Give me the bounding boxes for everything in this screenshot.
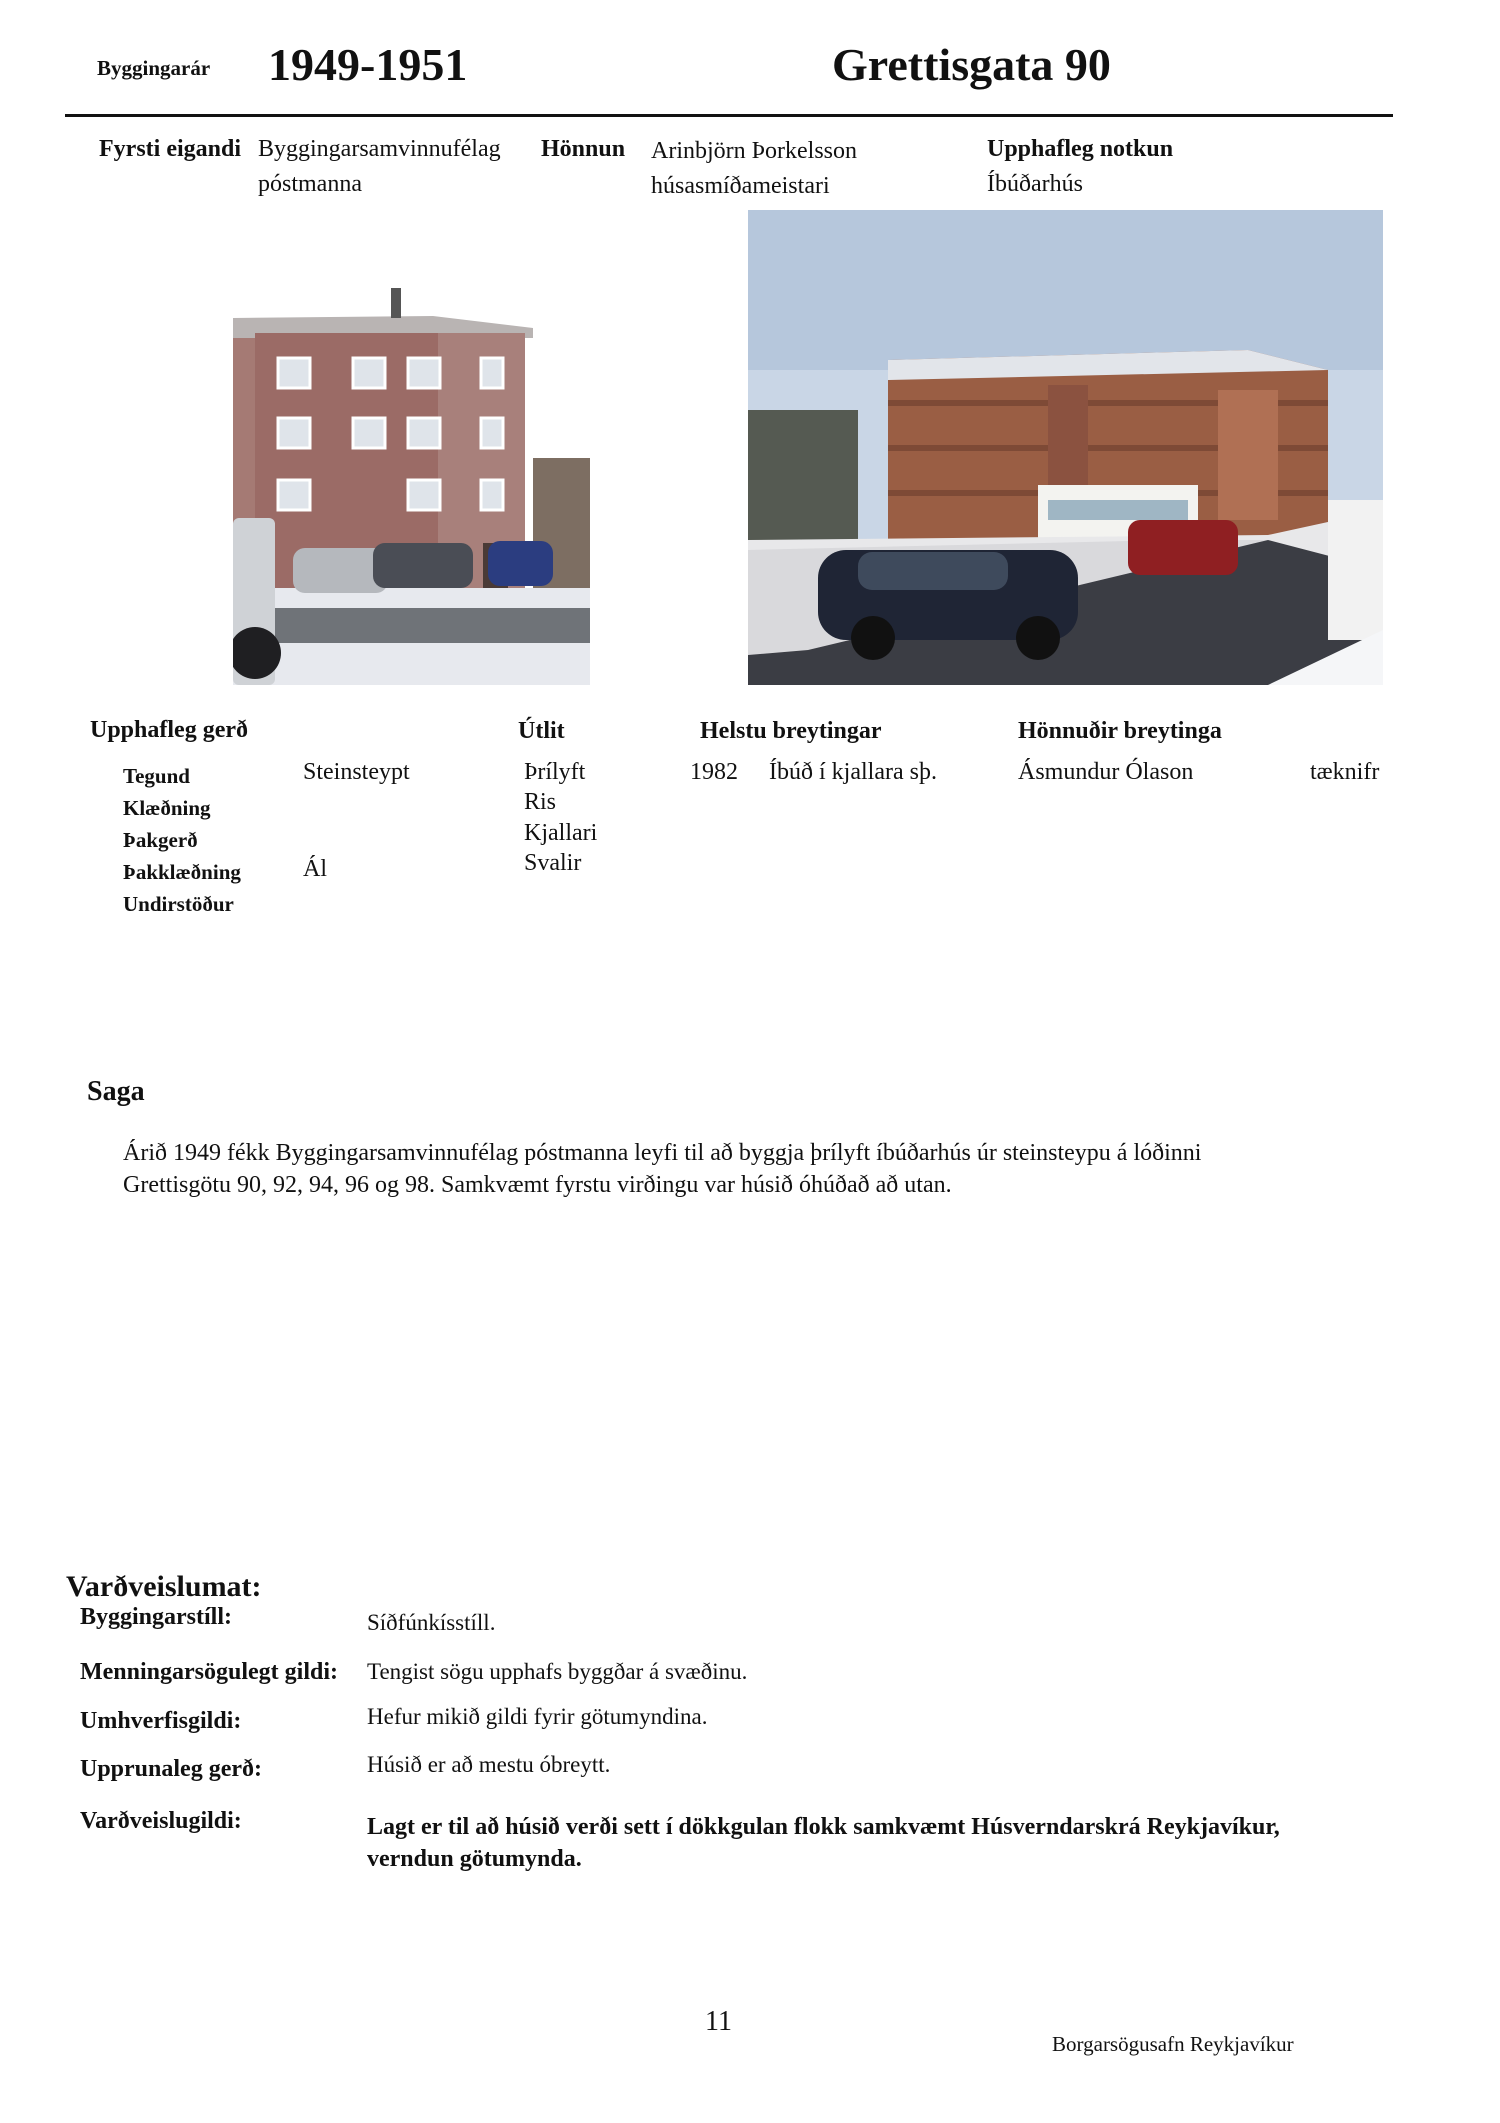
header-divider <box>65 114 1393 117</box>
change-year: 1982 <box>690 759 738 785</box>
owner-label: Fyrsti eigandi <box>99 136 241 162</box>
saga-text-line1: Árið 1949 fékk Byggingarsamvinnufélag póstmanna leyfi til að byggja þrílyft íbúðarhús úr steinsteypu á lóðinni <box>123 1140 1202 1166</box>
roof-type-label: Þakgerð <box>123 828 198 852</box>
cladding-label: Klæðning <box>123 796 211 820</box>
use-value: Íbúðarhús <box>987 171 1083 197</box>
building-photo-courtyard <box>748 210 1383 685</box>
construction-years-label: Byggingarár <box>97 56 211 80</box>
appearance-item: Kjallari <box>524 820 598 846</box>
original-form-heading: Upphafleg gerð <box>90 717 248 743</box>
construction-years: 1949-1951 <box>268 39 468 90</box>
page-title: Grettisgata 90 <box>832 39 1111 90</box>
change-designers-heading: Hönnuðir breytinga <box>1018 718 1222 744</box>
owner-value-2: póstmanna <box>258 171 362 197</box>
environment-value: Hefur mikið gildi fyrir götumyndina. <box>367 1704 708 1729</box>
appearance-heading: Útlit <box>518 718 565 744</box>
saga-text-line2: Grettisgötu 90, 92, 94, 96 og 98. Samkvæmt fyrstu virðingu var húsið óhúðað að utan. <box>123 1172 952 1198</box>
environment-value-label: Umhverfisgildi: <box>80 1708 242 1734</box>
preservation-value-line1: Lagt er til að húsið verði sett í dökkgulan flokk samkvæmt Húsverndarskrá Reykjavíkur, <box>367 1814 1280 1840</box>
design-label: Hönnun <box>541 136 626 162</box>
original-form-label: Upprunaleg gerð: <box>80 1756 262 1782</box>
cultural-value: Tengist sögu upphafs byggðar á svæðinu. <box>367 1659 748 1684</box>
type-value: Steinsteypt <box>303 759 410 785</box>
style-label: Byggingarstíll: <box>80 1604 233 1630</box>
change-designer-name: Ásmundur Ólason <box>1018 759 1194 785</box>
page-number: 11 <box>705 2006 732 2037</box>
style-value: Síðfúnkísstíll. <box>367 1610 496 1635</box>
roof-cladding-label: Þakklæðning <box>123 860 241 884</box>
use-label: Upphafleg notkun <box>987 136 1174 162</box>
changes-heading: Helstu breytingar <box>700 718 882 744</box>
preservation-label: Varðveislugildi: <box>80 1808 242 1834</box>
building-photo-front <box>233 258 590 685</box>
appearance-item: Ris <box>524 789 557 815</box>
design-value-1: Arinbjörn Þorkelsson <box>651 138 857 164</box>
change-designer-role: tæknifr <box>1310 759 1380 785</box>
roof-cladding-value: Ál <box>303 856 327 882</box>
original-form-value: Húsið er að mestu óbreytt. <box>367 1752 611 1777</box>
design-value-2: húsasmíðameistari <box>651 173 830 199</box>
foundation-label: Undirstöður <box>123 892 234 916</box>
type-label: Tegund <box>123 764 190 788</box>
change-text: Íbúð í kjallara sþ. <box>769 759 937 785</box>
cultural-value-label: Menningarsögulegt gildi: <box>80 1659 339 1685</box>
preservation-value-line2: verndun götumynda. <box>367 1846 582 1872</box>
owner-value-1: Byggingarsamvinnufélag <box>258 136 501 162</box>
appearance-item: Svalir <box>524 850 582 876</box>
saga-heading: Saga <box>87 1076 145 1107</box>
footer-publisher: Borgarsögusafn Reykjavíkur <box>1052 2032 1294 2056</box>
assessment-heading: Varðveislumat: <box>66 1570 262 1603</box>
appearance-item: Þrílyft <box>524 759 586 785</box>
